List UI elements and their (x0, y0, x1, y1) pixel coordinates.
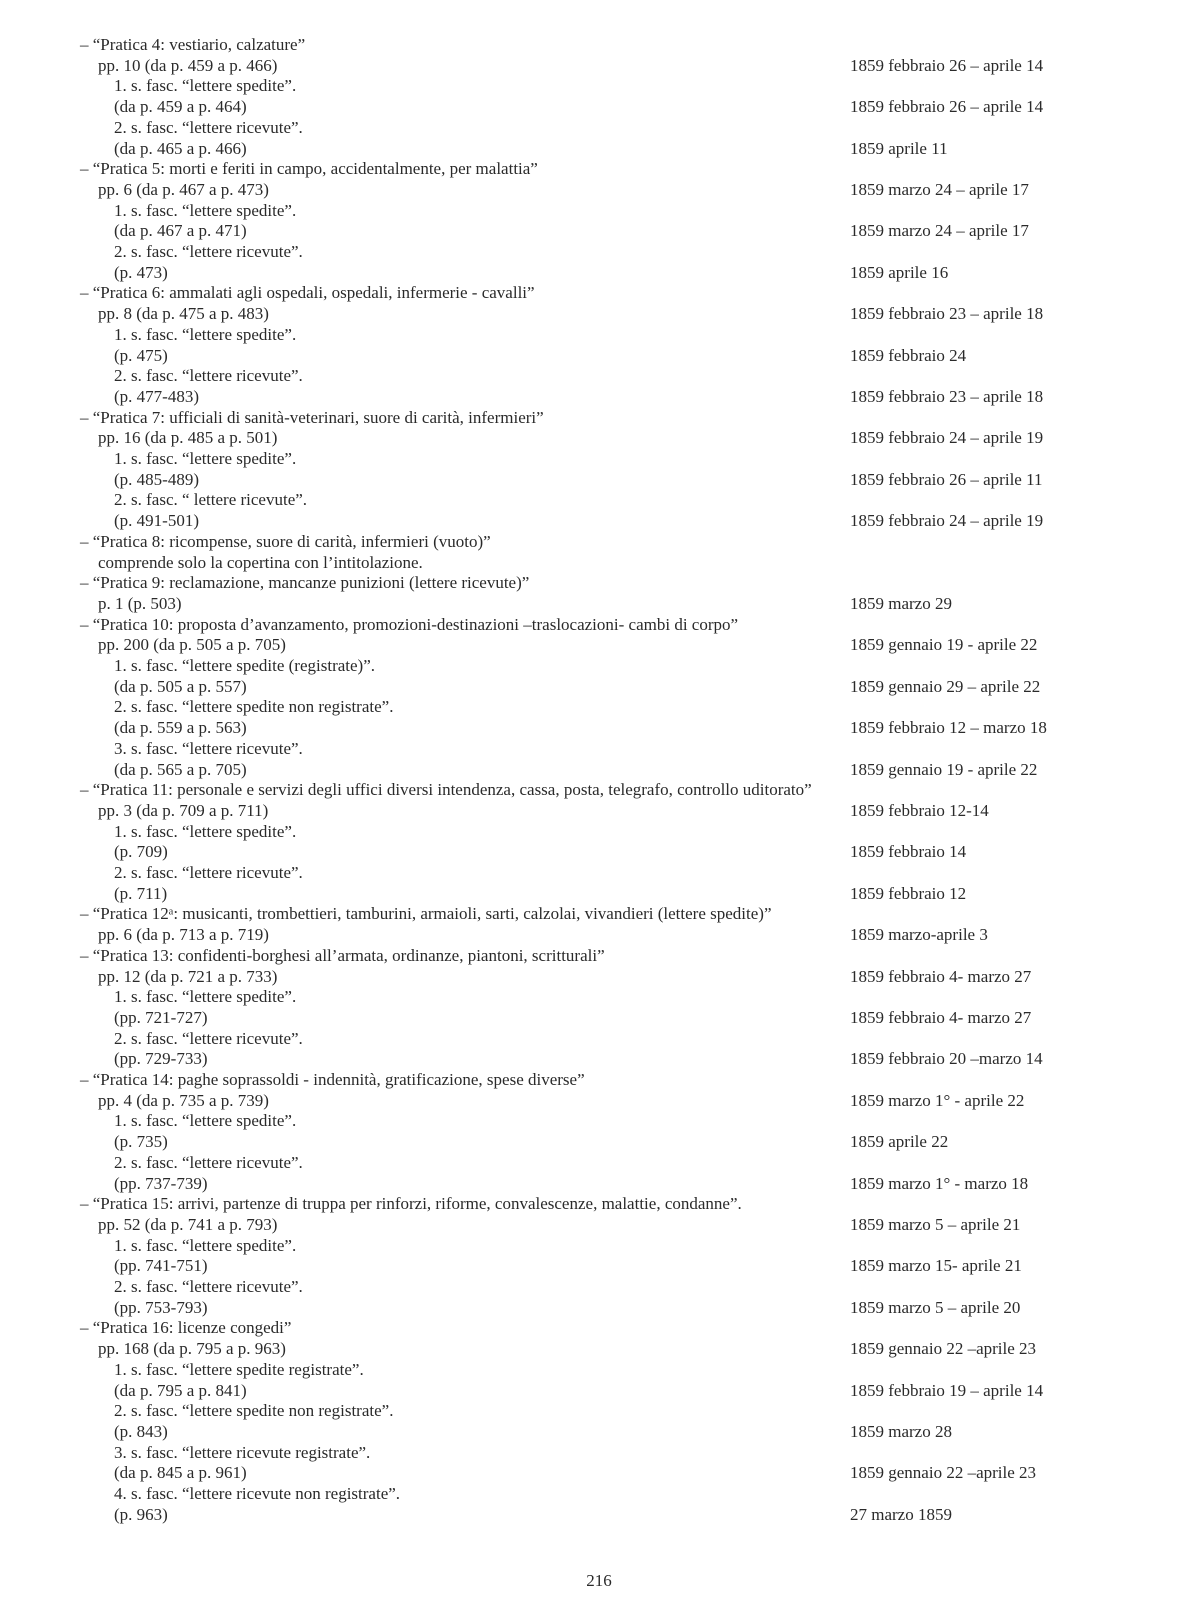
entry-text: 2. s. fasc. “lettere ricevute”. (114, 117, 303, 137)
entry-text: 2. s. fasc. “lettere ricevute”. (114, 863, 303, 882)
entry-text: pp. 16 (da p. 485 a p. 501) (98, 428, 278, 448)
entry-line (0, 1338, 1198, 1359)
entry-date: 1859 gennaio 22 –aprile 23 (850, 1463, 1037, 1483)
entry-date: 1859 marzo 28 (850, 1421, 952, 1441)
entry-line (0, 655, 1198, 676)
entry-text: (p. 485-489) (114, 469, 199, 489)
entry-text: (pp. 721-727) (114, 1007, 208, 1027)
entry-text: pp. 168 (da p. 795 a p. 963) (98, 1339, 286, 1359)
entry-line (0, 303, 1198, 324)
entry-text: pp. 12 (da p. 721 a p. 733) (98, 966, 278, 986)
entry-title: – “Pratica 11: personale e servizi degli uffici diversi intendenza, cassa, posta, telegrafo, controllo uditorato” (80, 780, 812, 800)
entry-line (0, 510, 1198, 531)
entry-date: 1859 marzo 1° - aprile 22 (850, 1090, 1025, 1110)
entry-text: (p. 473) (114, 262, 168, 282)
entry-text: pp. 4 (da p. 735 a p. 739) (98, 1090, 269, 1110)
entry-text: (pp. 729-733) (114, 1049, 208, 1069)
entry-date: 1859 febbraio 12 (850, 883, 967, 903)
entry-text: (p. 735) (114, 1132, 168, 1152)
entry-line (0, 1462, 1198, 1483)
entry-date: 1859 marzo 5 – aprile 21 (850, 1214, 1021, 1234)
entry-text: (da p. 467 a p. 471) (114, 221, 247, 241)
entry-line (0, 738, 1198, 759)
entry-line (0, 1442, 1198, 1463)
entry-line (0, 138, 1198, 159)
entry-text: (da p. 459 a p. 464) (114, 97, 247, 117)
entry-line (0, 945, 1198, 966)
entry-date: 1859 febbraio 26 – aprile 14 (850, 97, 1044, 117)
entry-date: 1859 marzo-aprile 3 (850, 925, 988, 945)
entry-text: (p. 477-483) (114, 386, 199, 406)
entry-text: 1. s. fasc. “lettere spedite”. (114, 76, 297, 96)
entry-line (0, 1504, 1198, 1525)
entry-text: 2. s. fasc. “lettere ricevute”. (114, 1277, 303, 1296)
entry-line (0, 924, 1198, 945)
entry-line (0, 1255, 1198, 1276)
entry-date: 1859 marzo 5 – aprile 20 (850, 1297, 1021, 1317)
entry-line (0, 179, 1198, 200)
entry-date: 1859 marzo 29 (850, 593, 952, 613)
entry-date: 1859 marzo 24 – aprile 17 (850, 179, 1029, 199)
entry-text: 2. s. fasc. “lettere ricevute”. (114, 366, 303, 386)
entry-date: 1859 gennaio 19 - aprile 22 (850, 635, 1038, 655)
entry-line (0, 489, 1198, 510)
entry-line (0, 800, 1198, 821)
entry-line (0, 572, 1198, 593)
entry-line (0, 1152, 1198, 1173)
entry-title: – “Pratica 7: ufficiali di sanità-veterinari, suore di carità, infermieri” (80, 407, 544, 427)
entry-text: (pp. 741-751) (114, 1256, 208, 1276)
entry-text: 1. s. fasc. “lettere spedite”. (114, 200, 297, 220)
entry-text: 1. s. fasc. “lettere spedite”. (114, 1111, 297, 1131)
entry-line (0, 1131, 1198, 1152)
entry-line (0, 1048, 1198, 1069)
entry-text: (p. 843) (114, 1421, 168, 1441)
entry-line (0, 1007, 1198, 1028)
entry-text: (p. 475) (114, 345, 168, 365)
entry-title: – “Pratica 12ᵃ: musicanti, trombettieri, tamburini, armaioli, sarti, calzolai, vivandieri (lettere spedite)” (80, 904, 772, 924)
entry-line (0, 324, 1198, 345)
entry-text: pp. 8 (da p. 475 a p. 483) (98, 304, 269, 324)
entry-line (0, 241, 1198, 262)
entry-text: pp. 52 (da p. 741 a p. 793) (98, 1214, 278, 1234)
entry-title: – “Pratica 8: ricompense, suore di carità, infermieri (vuoto)” (80, 531, 491, 551)
entry-text: (da p. 565 a p. 705) (114, 759, 247, 779)
entry-line (0, 345, 1198, 366)
entry-line (0, 779, 1198, 800)
entry-line (0, 34, 1198, 55)
entry-text: (da p. 845 a p. 961) (114, 1463, 247, 1483)
entry-date: 1859 febbraio 4- marzo 27 (850, 966, 1032, 986)
entry-date: 1859 febbraio 26 – aprile 14 (850, 55, 1044, 75)
entry-text: 2. s. fasc. “ lettere ricevute”. (114, 490, 308, 510)
entry-line (0, 1110, 1198, 1131)
entry-line (0, 1483, 1198, 1504)
entry-line (0, 282, 1198, 303)
entry-text: (p. 491-501) (114, 511, 199, 531)
entry-title: – “Pratica 13: confidenti-borghesi all’armata, ordinanze, piantoni, scritturali” (80, 945, 605, 965)
entry-line (0, 55, 1198, 76)
entry-line (0, 220, 1198, 241)
entry-date: 1859 febbraio 24 – aprile 19 (850, 428, 1044, 448)
entry-date: 1859 febbraio 20 –marzo 14 (850, 1049, 1043, 1069)
entry-title: – “Pratica 10: proposta d’avanzamento, promozioni-destinazioni –traslocazioni- cambi di corpo” (80, 614, 739, 634)
entry-title: – “Pratica 6: ammalati agli ospedali, ospedali, infermerie - cavalli” (80, 283, 535, 303)
entry-text: 2. s. fasc. “lettere ricevute”. (114, 1028, 303, 1048)
entry-line (0, 717, 1198, 738)
entry-line (0, 552, 1198, 573)
entry-date: 27 marzo 1859 (850, 1504, 952, 1524)
entry-title: – “Pratica 5: morti e feriti in campo, accidentalmente, per malattia” (80, 159, 538, 179)
entry-line (0, 117, 1198, 138)
entry-line (0, 614, 1198, 635)
entry-date: 1859 febbraio 23 – aprile 18 (850, 304, 1044, 324)
entry-text: 1. s. fasc. “lettere spedite”. (114, 1235, 297, 1255)
entry-text: pp. 200 (da p. 505 a p. 705) (98, 635, 286, 655)
entry-text: 1. s. fasc. “lettere spedite”. (114, 821, 297, 841)
entry-text: p. 1 (p. 503) (98, 593, 182, 613)
entry-date: 1859 febbraio 12 – marzo 18 (850, 718, 1047, 738)
entry-text: (da p. 559 a p. 563) (114, 718, 247, 738)
entry-date: 1859 febbraio 23 – aprile 18 (850, 386, 1044, 406)
entry-line (0, 1028, 1198, 1049)
entry-date: 1859 febbraio 19 – aprile 14 (850, 1380, 1044, 1400)
entry-date: 1859 febbraio 24 – aprile 19 (850, 511, 1044, 531)
entry-text: (da p. 465 a p. 466) (114, 138, 247, 158)
entry-text: (p. 711) (114, 883, 168, 903)
entry-text: pp. 3 (da p. 709 a p. 711) (98, 800, 269, 820)
entry-line (0, 676, 1198, 697)
entry-line (0, 1173, 1198, 1194)
entry-text: (p. 963) (114, 1504, 168, 1524)
entry-line (0, 531, 1198, 552)
entry-text: (p. 709) (114, 842, 168, 862)
entry-date: 1859 febbraio 4- marzo 27 (850, 1007, 1032, 1027)
entry-line (0, 75, 1198, 96)
entry-line (0, 1193, 1198, 1214)
entry-line (0, 1317, 1198, 1338)
entry-text: 3. s. fasc. “lettere ricevute registrate”. (114, 1442, 371, 1462)
entry-line (0, 759, 1198, 780)
entry-line (0, 821, 1198, 842)
entry-line (0, 696, 1198, 717)
entry-text: 1. s. fasc. “lettere spedite”. (114, 987, 297, 1007)
entry-text: (pp. 737-739) (114, 1173, 208, 1193)
entry-line (0, 862, 1198, 883)
entry-date: 1859 febbraio 14 (850, 842, 967, 862)
entry-text: 3. s. fasc. “lettere ricevute”. (114, 738, 303, 758)
entry-line (0, 986, 1198, 1007)
entry-date: 1859 febbraio 24 (850, 345, 967, 365)
entry-date: 1859 aprile 22 (850, 1132, 949, 1152)
entry-line (0, 386, 1198, 407)
entry-line (0, 1090, 1198, 1111)
entry-text: pp. 10 (da p. 459 a p. 466) (98, 55, 278, 75)
entry-text: 1. s. fasc. “lettere spedite registrate”. (114, 1359, 364, 1379)
entry-text: 2. s. fasc. “lettere ricevute”. (114, 1152, 303, 1172)
entry-date: 1859 febbraio 26 – aprile 11 (850, 469, 1043, 489)
entry-title: – “Pratica 9: reclamazione, mancanze punizioni (lettere ricevute)” (80, 573, 530, 593)
entry-text: comprende solo la copertina con l’intitolazione. (98, 552, 423, 572)
entry-line (0, 1214, 1198, 1235)
entry-text: 1. s. fasc. “lettere spedite”. (114, 449, 297, 468)
entry-title: – “Pratica 4: vestiario, calzature” (80, 35, 306, 54)
entry-line (0, 841, 1198, 862)
entry-date: 1859 aprile 11 (850, 138, 948, 158)
entry-text: 1. s. fasc. “lettere spedite”. (114, 324, 297, 344)
entry-line (0, 365, 1198, 386)
entry-line (0, 96, 1198, 117)
entry-date: 1859 marzo 15- aprile 21 (850, 1256, 1022, 1276)
entry-date: 1859 febbraio 12-14 (850, 800, 989, 820)
entry-line (0, 469, 1198, 490)
entry-title: – “Pratica 16: licenze congedi” (80, 1318, 292, 1338)
entry-text: 1. s. fasc. “lettere spedite (registrate)”. (114, 656, 376, 675)
entry-text: 4. s. fasc. “lettere ricevute non registrate”. (114, 1484, 401, 1503)
entry-text: pp. 6 (da p. 713 a p. 719) (98, 925, 269, 945)
entry-title: – “Pratica 14: paghe soprassoldi - indennità, gratificazione, spese diverse” (80, 1070, 585, 1089)
entry-line (0, 200, 1198, 221)
entry-line (0, 1380, 1198, 1401)
entry-date: 1859 gennaio 29 – aprile 22 (850, 676, 1041, 696)
entry-text: 2. s. fasc. “lettere spedite non registrate”. (114, 1401, 394, 1421)
entry-text: (da p. 795 a p. 841) (114, 1380, 247, 1400)
entry-date: 1859 gennaio 22 –aprile 23 (850, 1339, 1037, 1359)
entry-date: 1859 gennaio 19 - aprile 22 (850, 759, 1038, 779)
entry-line (0, 634, 1198, 655)
entry-line (0, 158, 1198, 179)
entry-line (0, 966, 1198, 987)
entry-title: – “Pratica 15: arrivi, partenze di truppa per rinforzi, riforme, convalescenze, malattie, condanne”. (80, 1194, 742, 1214)
entry-line (0, 1235, 1198, 1256)
entry-line (0, 1276, 1198, 1297)
entry-line (0, 1421, 1198, 1442)
entry-line (0, 903, 1198, 924)
entry-line (0, 593, 1198, 614)
entry-line (0, 1400, 1198, 1421)
entry-date: 1859 marzo 1° - marzo 18 (850, 1173, 1029, 1193)
entry-date: 1859 aprile 16 (850, 262, 949, 282)
entry-line (0, 407, 1198, 428)
entry-line (0, 427, 1198, 448)
entry-line (0, 1069, 1198, 1090)
entry-text: (pp. 753-793) (114, 1297, 208, 1317)
entry-line (0, 883, 1198, 904)
entry-text: (da p. 505 a p. 557) (114, 676, 247, 696)
entry-line (0, 262, 1198, 283)
entry-line (0, 448, 1198, 469)
entry-text: 2. s. fasc. “lettere ricevute”. (114, 242, 303, 261)
page-number: 216 (586, 1571, 612, 1590)
entry-text: pp. 6 (da p. 467 a p. 473) (98, 179, 269, 199)
entry-line (0, 1359, 1198, 1380)
entry-date: 1859 marzo 24 – aprile 17 (850, 221, 1029, 241)
entry-text: 2. s. fasc. “lettere spedite non registrate”. (114, 697, 394, 717)
entry-line (0, 1297, 1198, 1318)
